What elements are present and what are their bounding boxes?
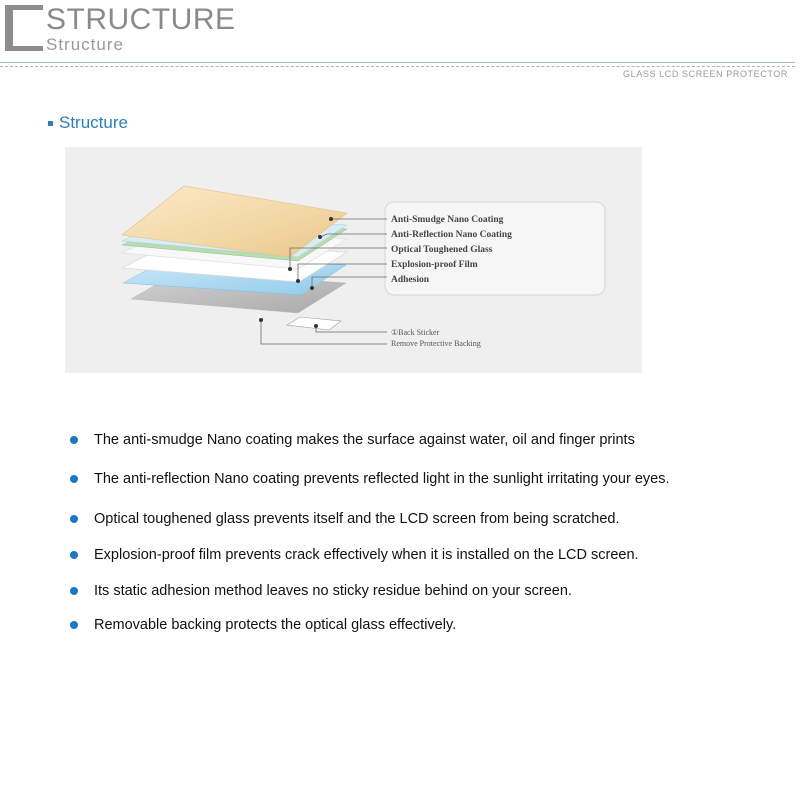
- header-divider-dashed: [0, 66, 795, 67]
- header-logo-icon: [5, 5, 43, 51]
- feature-text: The anti-smudge Nano coating makes the surface against water, oil and finger prints: [94, 431, 635, 448]
- label-anti-reflection: Anti-Reflection Nano Coating: [391, 230, 512, 240]
- list-item: [70, 510, 620, 528]
- label-explosion-proof-film: Explosion-proof Film: [391, 260, 478, 270]
- header-divider: [0, 62, 795, 63]
- bullet-dot-icon: [70, 475, 78, 483]
- bullet-dot-icon: [70, 515, 78, 523]
- label-anti-smudge: Anti-Smudge Nano Coating: [391, 215, 504, 225]
- structure-diagram: [65, 147, 642, 373]
- feature-text: Optical toughened glass prevents itself and the LCD screen from being scratched.: [94, 510, 620, 527]
- list-item: [70, 582, 572, 600]
- header-product-label: GLASS LCD SCREEN PROTECTOR: [623, 69, 788, 79]
- bullet-dot-icon: [70, 436, 78, 444]
- header-title: STRUCTURE: [46, 3, 236, 36]
- feature-text: The anti-reflection Nano coating prevents reflected light in the sunlight irritating your eyes.: [94, 470, 670, 487]
- section-title: Structure: [59, 113, 128, 132]
- header-subtitle: Structure: [46, 35, 124, 54]
- structure-diagram-svg: [65, 147, 642, 373]
- list-item: [70, 616, 456, 634]
- label-adhesion: Adhesion: [391, 275, 430, 285]
- label-toughened-glass: Optical Toughened Glass: [391, 245, 493, 255]
- list-item: [70, 431, 635, 449]
- bullet-dot-icon: [70, 587, 78, 595]
- section-heading: [48, 113, 128, 133]
- label-remove-backing: Remove Protective Backing: [391, 339, 481, 348]
- label-back-sticker: ①Back Sticker: [391, 328, 440, 337]
- feature-text: Its static adhesion method leaves no sticky residue behind on your screen.: [94, 582, 572, 599]
- feature-text: Removable backing protects the optical glass effectively.: [94, 616, 457, 633]
- feature-text: Explosion-proof film prevents crack effectively when it is installed on the LCD screen.: [94, 546, 639, 563]
- square-bullet-icon: [48, 121, 53, 126]
- bullet-dot-icon: [70, 551, 78, 559]
- list-item: [70, 470, 669, 488]
- list-item: [70, 546, 639, 564]
- bullet-dot-icon: [70, 621, 78, 629]
